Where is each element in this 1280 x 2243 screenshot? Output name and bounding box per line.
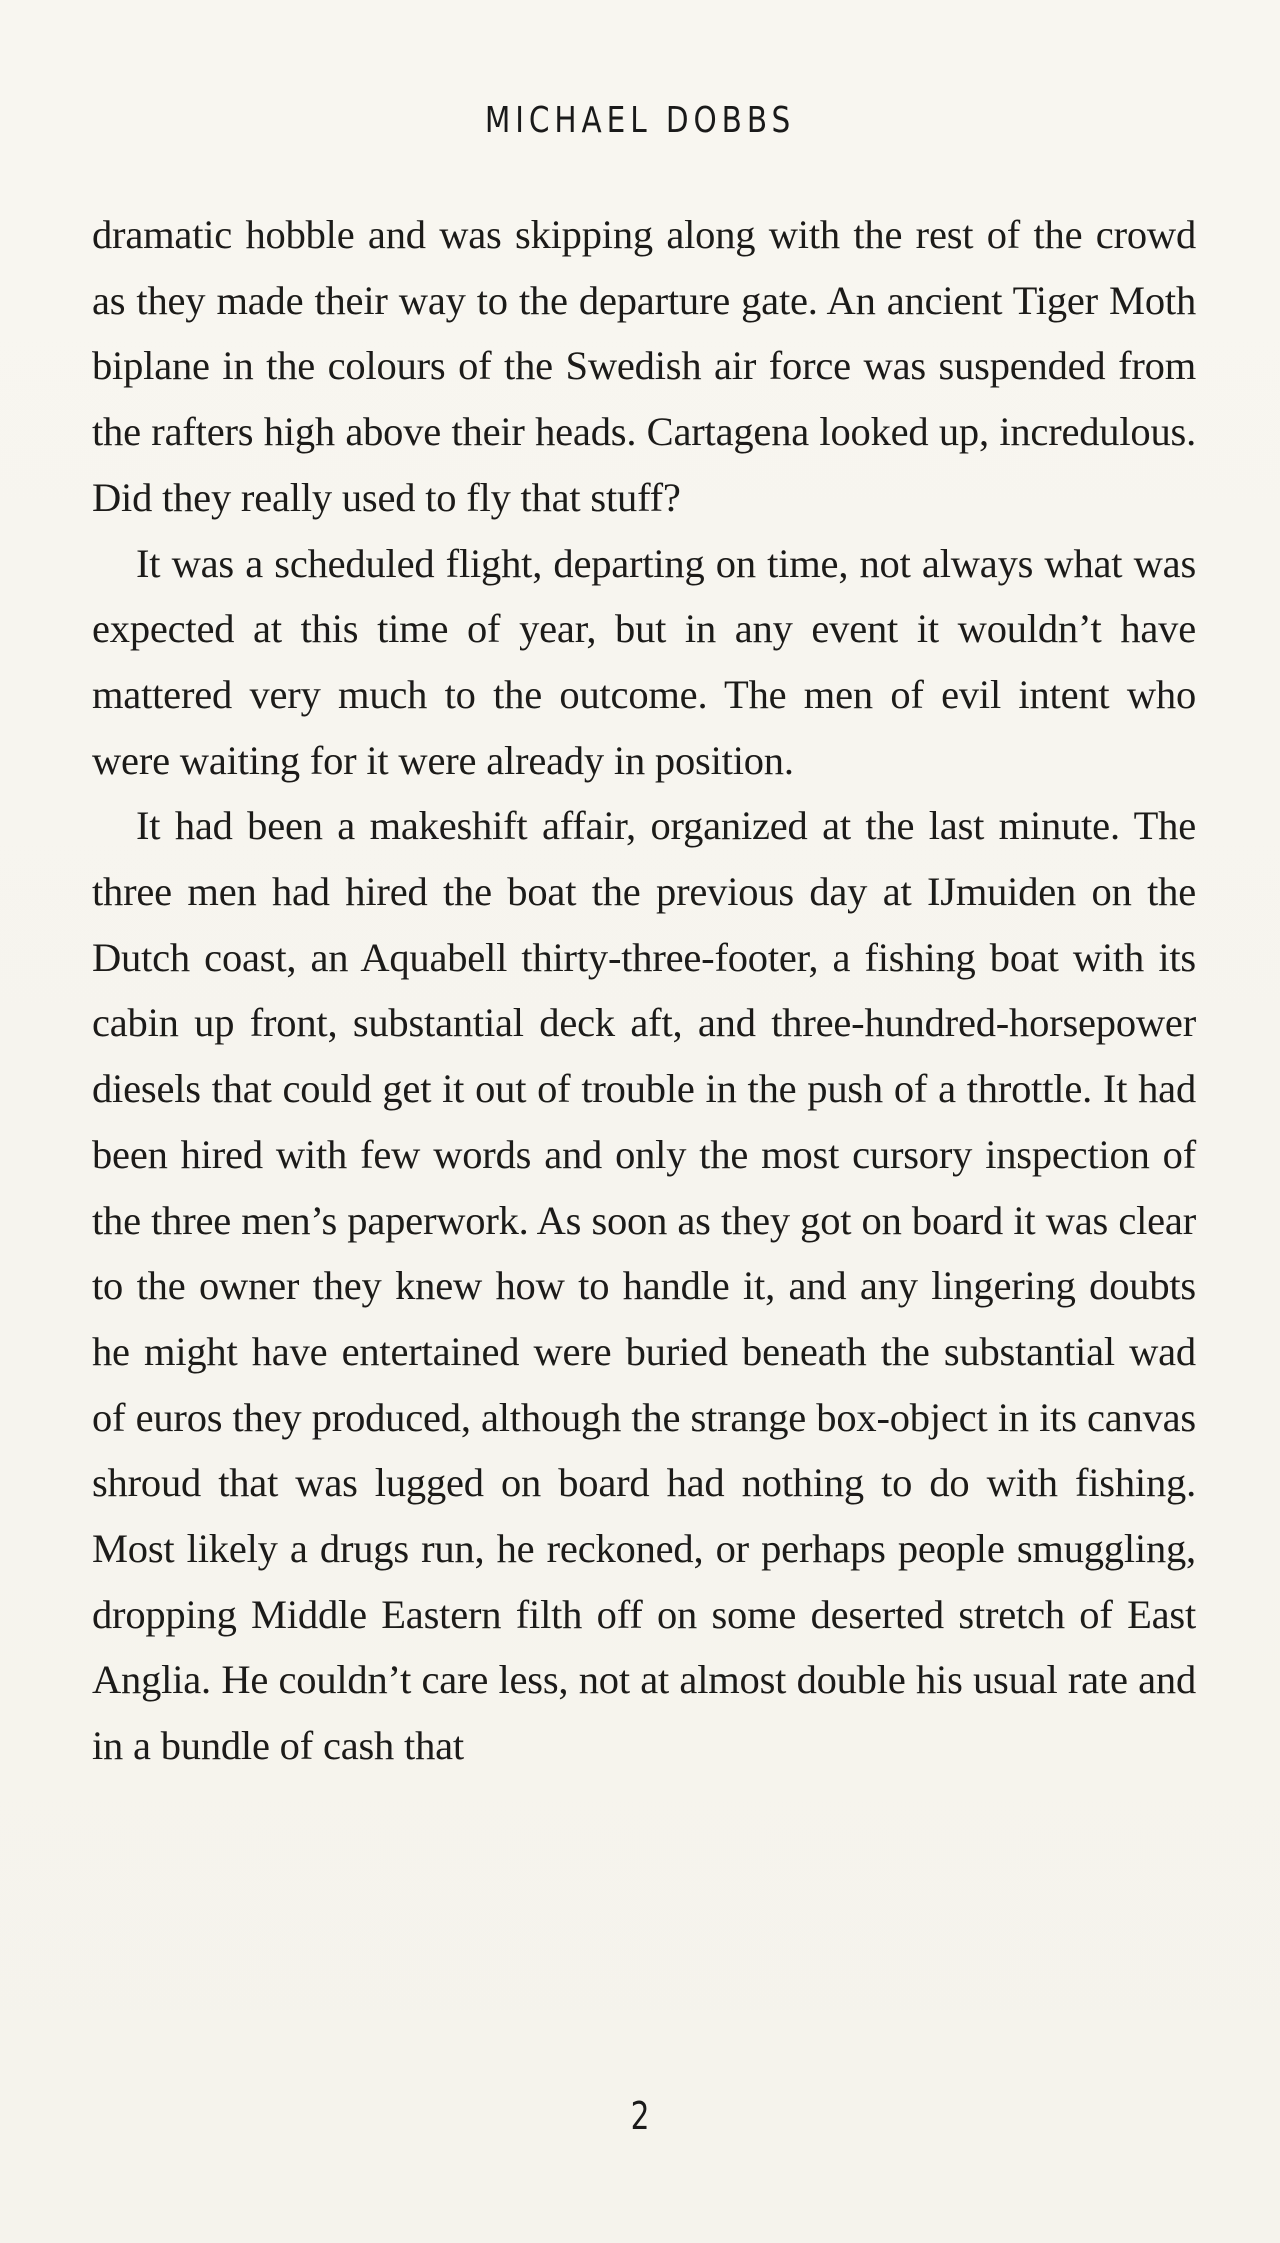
body-text bbox=[92, 202, 1196, 1779]
paragraph-makeshift-affair: It had been a makeshift affair, organized at the last minute. The three men had hired the boat the previous day at IJmuiden on the Dutch coast, an Aquabell thirty-three-footer, a fishing boat with its cabin up front, substantial deck aft, and three-hundred-horsepower diesels that could get it out of trouble in the push of a throttle. It had been hired with few words and only the most cursory inspection of the three men’s paperwork. As soon as they got on board it was clear to the owner they knew how to handle it, and any lingering doubts he might have entertained were buried beneath the substantial wad of euros they produced, although the strange box-object in its canvas shroud that was lugged on board had nothing to do with fishing. Most likely a drugs run, he reckoned, or perhaps people smuggling, dropping Middle Eastern filth off on some deserted stretch of East Anglia. He couldn’t care less, not at almost double his usual rate and in a bundle of cash that bbox=[92, 803, 1196, 1769]
paragraph-scheduled-flight: It was a scheduled flight, departing on time, not always what was expected at this time of year, but in any event it wouldn’t have mattered very much to the outcome. The men of evil intent who were waiting for it were already in position. bbox=[92, 540, 1196, 783]
page-number: 2 bbox=[630, 2094, 650, 2138]
paragraph-continued: dramatic hobble and was skipping along with the rest of the crowd as they made their way to the departure gate. An ancient Tiger Moth biplane in the colours of the Swedish air force was suspended from the rafters high above their heads. Cartagena looked up, incredulous. Did they really used to fly that stuff? bbox=[92, 212, 1196, 520]
running-head: MICHAEL DOBBS bbox=[484, 100, 796, 141]
